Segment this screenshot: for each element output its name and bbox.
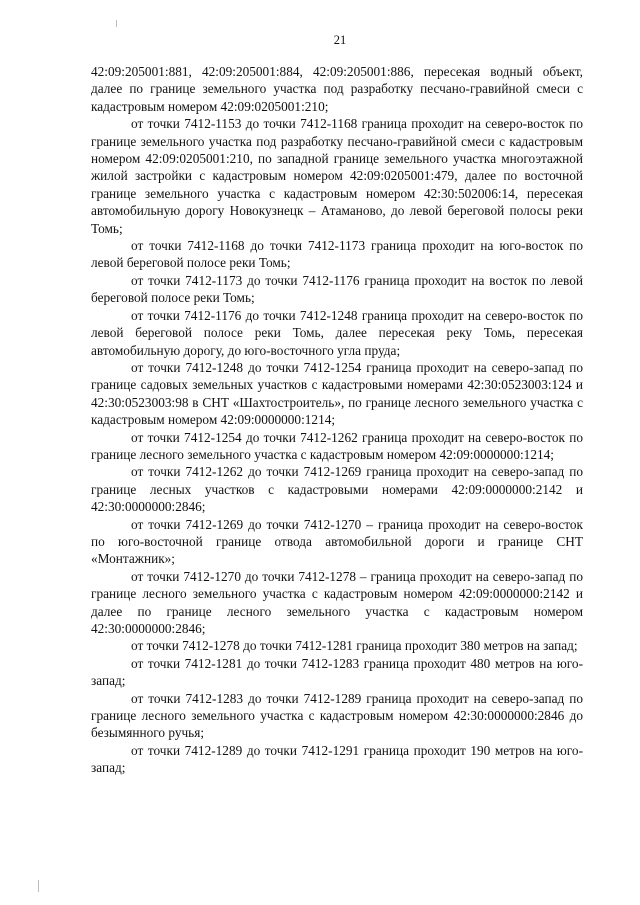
paragraph: от точки 7412-1254 до точки 7412-1262 граница проходит на северо-восток по границе лесного земельного участка с кадастровым номером 42:09:0000000:1214; (91, 429, 583, 462)
paragraph: от точки 7412-1278 до точки 7412-1281 граница проходит 380 метров на запад; (131, 638, 578, 654)
paragraph: от точки 7412-1289 до точки 7412-1291 граница проходит 190 метров на юго-запад; (91, 742, 583, 776)
paragraph: от точки 7412-1281 до точки 7412-1283 граница проходит 480 метров на юго-запад; (91, 655, 583, 689)
document-body (91, 63, 583, 777)
scan-mark (116, 20, 117, 27)
scan-mark (38, 880, 39, 892)
paragraph: 42:09:205001:881, 42:09:205001:884, 42:09:205001:886, пересекая водный объект, далее по границе земельного участка под разработку песчано-гравийной смеси с кадастровым номером 42:09:0205001:210; (91, 64, 583, 114)
paragraph: от точки 7412-1168 до точки 7412-1173 граница проходит на юго-восток по левой береговой полосе реки Томь; (91, 238, 583, 271)
paragraph: от точки 7412-1270 до точки 7412-1278 – граница проходит на северо-запад по границе лесного земельного участка с кадастровым номером 42:09:0000000:2142 и далее по границе лесного земельного участка с кадастровым номером 42:30:0000000:2846; (91, 568, 583, 636)
paragraph: от точки 7412-1269 до точки 7412-1270 – граница проходит на северо-восток по юго-восточной границе отвода автомобильной дороги и границе СНТ «Монтажник»; (91, 516, 583, 567)
page-number: 21 (333, 33, 347, 47)
paragraph: от точки 7412-1176 до точки 7412-1248 граница проходит на северо-восток по левой береговой полосе реки Томь, далее пересекая реку Томь, пересекая автомобильную дорогу, до юго-восточного угла пруда; (91, 307, 583, 358)
paragraph: от точки 7412-1283 до точки 7412-1289 граница проходит на северо-запад по границе лесного земельного участка с кадастровым номером 42:30:0000000:2846 до безымянного ручья; (91, 690, 583, 741)
paragraph: от точки 7412-1248 до точки 7412-1254 граница проходит на северо-запад по границе садовых земельных участков с кадастровыми номерами 42:30:0523003:124 и 42:30:0523003:98 в СНТ «Шахтостроитель», по границе лесного земельного участка с кадастровым номером 42:09:0000000:1214; (91, 359, 583, 428)
paragraph: от точки 7412-1173 до точки 7412-1176 граница проходит на восток по левой береговой полосе реки Томь; (91, 272, 583, 306)
paragraph: от точки 7412-1153 до точки 7412-1168 граница проходит на северо-восток по границе земельного участка под разработку песчано-гравийной смеси с кадастровым номером 42:09:0205001:210, по западной границе земельного участка многоэтажной жилой застройки с кадастровым номером 42:09:0205001:479, далее по восточной границе земельного участка с кадастровым номером 42:30:502006:14, пересекая автомобильную дорогу Новокузнецк – Атаманово, до левой береговой полосы реки Томь; (91, 116, 583, 236)
paragraph: от точки 7412-1262 до точки 7412-1269 граница проходит на северо-запад по границе лесных участков с кадастровыми номерами 42:09:0000000:2142 и 42:30:0000000:2846; (91, 464, 583, 515)
